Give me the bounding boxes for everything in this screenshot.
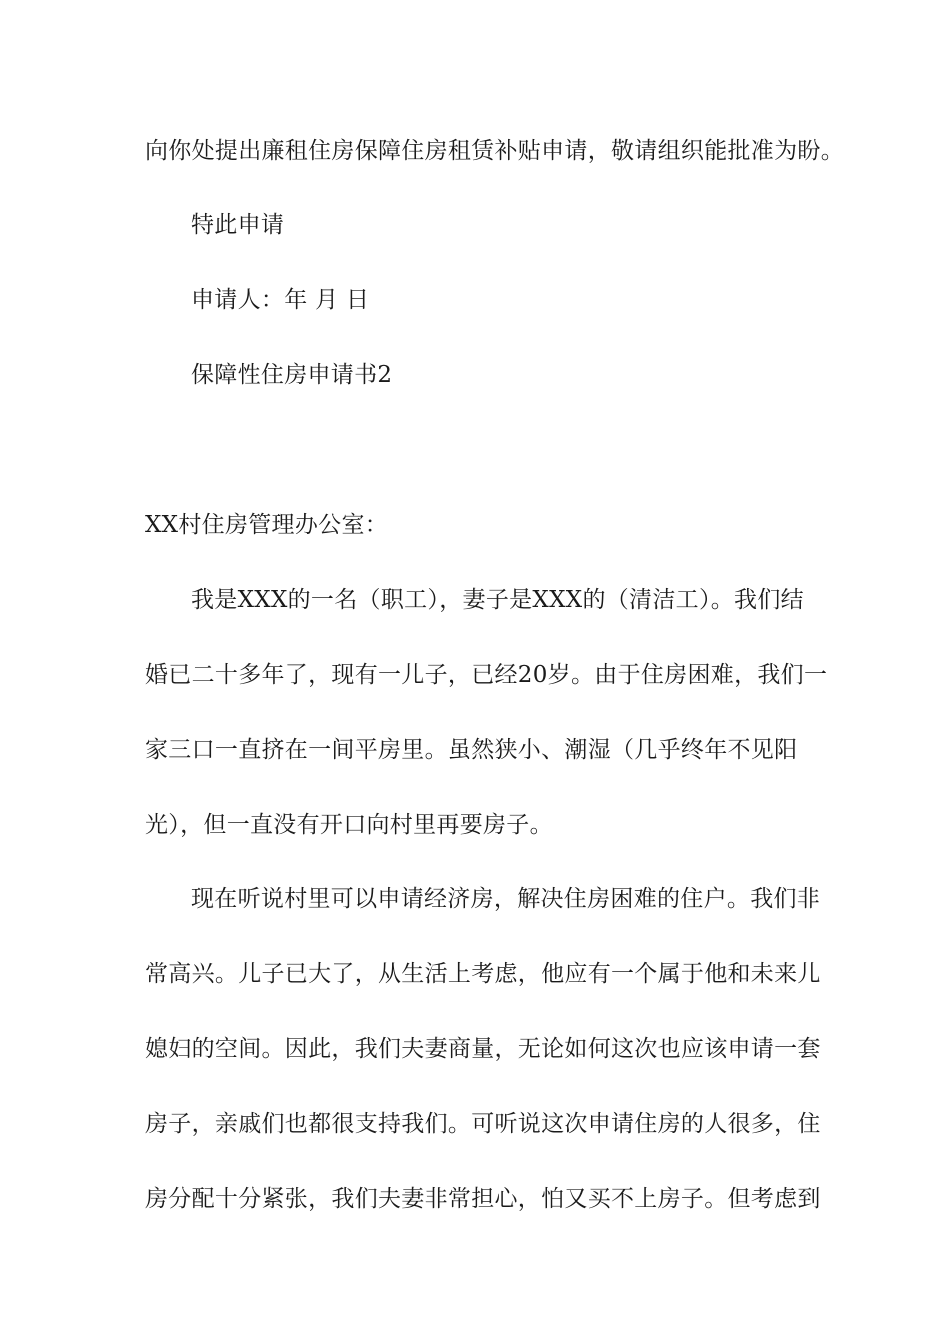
- paragraph-line: 向你处提出廉租住房保障住房租赁补贴申请，敬请组织能批准为盼。: [145, 138, 844, 164]
- paragraph-line: 婚已二十多年了，现有一儿子，已经20岁。由于住房困难，我们一: [145, 662, 828, 688]
- salutation: XX村住房管理办公室：: [145, 512, 389, 538]
- paragraph-line: 现在听说村里可以申请经济房，解决住房困难的住户。我们非: [191, 886, 821, 912]
- closing-phrase: 特此申请: [191, 212, 285, 238]
- paragraph-line: 房子，亲戚们也都很支持我们。可听说这次申请住房的人很多，住: [145, 1111, 821, 1137]
- paragraph-line: 媳妇的空间。因此，我们夫妻商量，无论如何这次也应该申请一套: [145, 1036, 821, 1062]
- signature-date-line: 申请人：年 月 日: [191, 287, 370, 313]
- paragraph-line: 我是XXX的一名（职工），妻子是XXX的（清洁工）。我们结: [191, 587, 804, 613]
- paragraph-line: 常高兴。儿子已大了，从生活上考虑，他应有一个属于他和未来儿: [145, 961, 821, 987]
- paragraph-line: 家三口一直挤在一间平房里。虽然狭小、潮湿（几乎终年不见阳: [145, 737, 798, 763]
- paragraph-line: 光），但一直没有开口向村里再要房子。: [145, 812, 553, 838]
- paragraph-line: 房分配十分紧张，我们夫妻非常担心，怕又买不上房子。但考虑到: [145, 1186, 821, 1212]
- section-title: 保障性住房申请书2: [191, 362, 393, 388]
